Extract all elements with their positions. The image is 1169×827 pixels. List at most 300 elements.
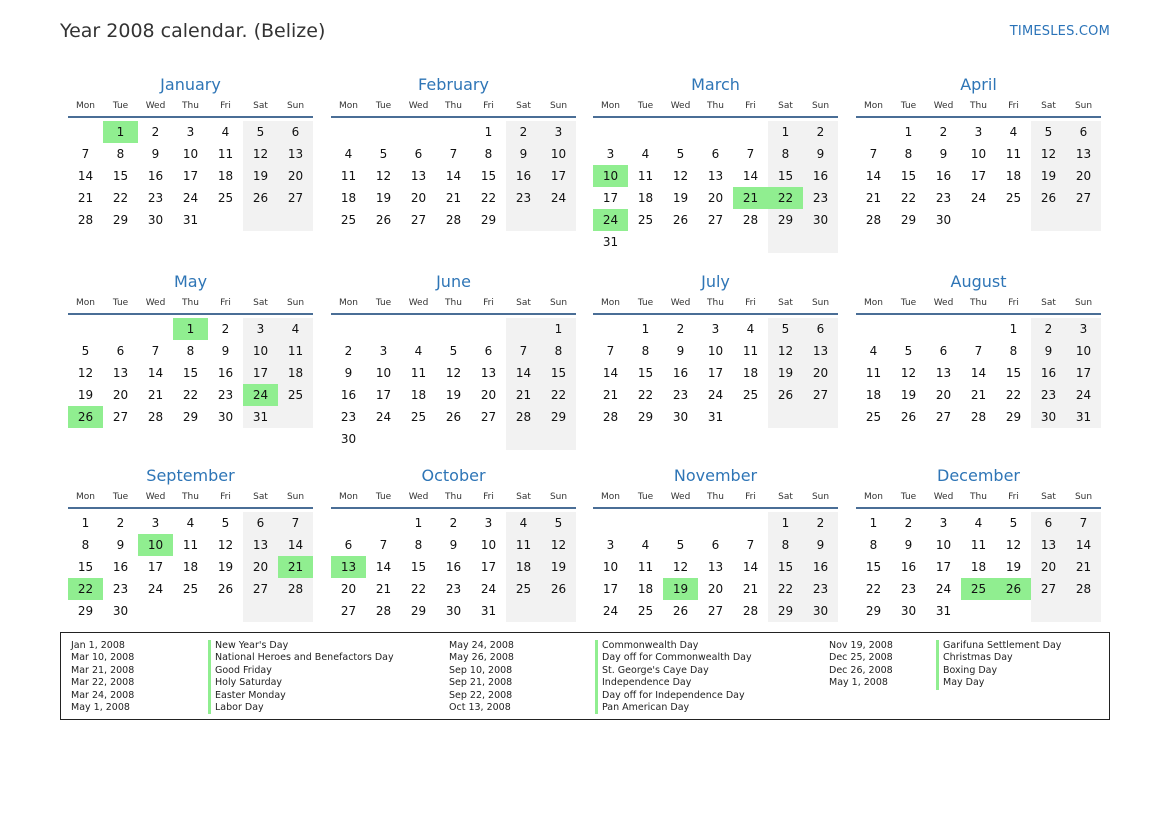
- day-cell: 5: [379, 147, 388, 161]
- day-cell: 4: [221, 125, 230, 139]
- day-cell: 24: [147, 582, 164, 596]
- empty-cell: [138, 600, 173, 622]
- day-cell: 12: [900, 366, 917, 380]
- day-cell: 25: [637, 213, 654, 227]
- day-cell: 22: [410, 582, 427, 596]
- holiday-day: 22: [68, 578, 103, 600]
- day-cell: 8: [116, 147, 125, 161]
- month-name: November: [673, 466, 758, 485]
- day-cell: 19: [1005, 560, 1022, 574]
- day-cell: 10: [935, 538, 952, 552]
- empty-cell: [593, 512, 628, 534]
- day-cell: 9: [803, 143, 838, 165]
- weekday-label: Sun: [549, 101, 568, 111]
- day-cell: 11: [637, 169, 654, 183]
- empty-cell: [278, 406, 313, 428]
- day-cell: 13: [1066, 143, 1101, 165]
- day-cell: 24: [375, 410, 392, 424]
- empty-cell: [628, 512, 663, 534]
- day-cell: 5: [904, 344, 913, 358]
- legend-holiday-name: Easter Monday: [208, 690, 286, 702]
- holiday-day: 19: [663, 578, 698, 600]
- weekday-label: Sun: [1074, 298, 1093, 308]
- day-cell: 3: [379, 344, 388, 358]
- weekday-label: Wed: [145, 101, 166, 111]
- empty-cell: [138, 318, 173, 340]
- day-cell: 16: [935, 169, 952, 183]
- day-cell: 11: [1005, 147, 1022, 161]
- day-cell: 13: [1031, 534, 1066, 556]
- day-cell: 22: [541, 384, 576, 406]
- day-cell: 7: [506, 340, 541, 362]
- day-cell: 3: [151, 516, 160, 530]
- day-cell: 6: [1066, 121, 1101, 143]
- day-cell: 7: [606, 344, 615, 358]
- day-cell: 6: [243, 512, 278, 534]
- empty-cell: [471, 428, 506, 450]
- day-cell: 21: [77, 191, 94, 205]
- day-cell: 21: [147, 388, 164, 402]
- weekday-label: Wed: [933, 492, 954, 502]
- month-name: August: [950, 272, 1007, 291]
- day-cell: 11: [278, 340, 313, 362]
- weekday-header: [68, 293, 313, 315]
- empty-cell: [506, 428, 541, 450]
- legend-holiday-name: May Day: [936, 677, 984, 689]
- empty-cell: [366, 512, 401, 534]
- day-cell: 23: [900, 582, 917, 596]
- day-cell: 23: [672, 388, 689, 402]
- weekday-label: Fri: [483, 298, 494, 308]
- legend-date: May 24, 2008: [449, 640, 514, 651]
- empty-cell: [663, 121, 698, 143]
- day-cell: 21: [742, 582, 759, 596]
- empty-cell: [926, 318, 961, 340]
- day-cell: 1: [904, 125, 913, 139]
- day-cell: 7: [81, 147, 90, 161]
- day-cell: 1: [541, 318, 576, 340]
- holiday-day: 25: [961, 578, 996, 600]
- day-cell: 6: [711, 147, 720, 161]
- legend-date: May 26, 2008: [449, 652, 514, 664]
- day-cell: 4: [974, 516, 983, 530]
- day-cell: 15: [900, 169, 917, 183]
- holiday-legend: [60, 632, 1110, 720]
- weekday-label: Fri: [483, 101, 494, 111]
- day-cell: 26: [672, 604, 689, 618]
- day-cell: 8: [641, 344, 650, 358]
- day-cell: 27: [340, 604, 357, 618]
- legend-date: Mar 21, 2008: [71, 664, 135, 676]
- weekday-label: Mon: [76, 298, 95, 308]
- weekday-header: [331, 293, 576, 315]
- day-cell: 3: [974, 125, 983, 139]
- weekday-label: Fri: [220, 101, 231, 111]
- day-cell: 28: [147, 410, 164, 424]
- day-cell: 18: [637, 582, 654, 596]
- day-cell: 22: [480, 191, 497, 205]
- weekday-label: Sun: [1074, 101, 1093, 111]
- empty-cell: [698, 121, 733, 143]
- day-cell: 3: [186, 125, 195, 139]
- day-cell: 19: [1031, 165, 1066, 187]
- days-grid: [331, 318, 576, 450]
- day-cell: 23: [935, 191, 952, 205]
- weekday-label: Tue: [900, 492, 917, 502]
- month-january: [68, 74, 313, 231]
- empty-cell: [698, 231, 733, 253]
- day-cell: 10: [375, 366, 392, 380]
- month-september: [68, 465, 313, 622]
- days-grid: [593, 318, 838, 428]
- day-cell: 14: [445, 169, 462, 183]
- day-cell: 21: [865, 191, 882, 205]
- day-cell: 30: [803, 600, 838, 622]
- day-cell: 9: [116, 538, 125, 552]
- day-cell: 8: [484, 147, 493, 161]
- day-cell: 11: [742, 344, 759, 358]
- day-cell: 30: [935, 213, 952, 227]
- legend-item: [71, 677, 394, 689]
- weekday-label: Thu: [707, 298, 724, 308]
- weekday-label: Sat: [778, 298, 793, 308]
- day-cell: 16: [217, 366, 234, 380]
- site-link[interactable]: TIMESLES.COM: [1009, 24, 1110, 39]
- day-cell: 20: [243, 556, 278, 578]
- weekday-label: Sun: [286, 101, 305, 111]
- day-cell: 17: [243, 362, 278, 384]
- empty-cell: [208, 600, 243, 622]
- day-cell: 19: [243, 165, 278, 187]
- legend-holiday-name: Good Friday: [208, 665, 272, 677]
- holiday-day: 21: [733, 187, 768, 209]
- legend-item: [449, 665, 752, 677]
- day-cell: 13: [480, 366, 497, 380]
- day-cell: 10: [243, 340, 278, 362]
- legend-holiday-name: Day off for Commonwealth Day: [595, 652, 752, 664]
- day-cell: 24: [480, 582, 497, 596]
- weekday-label: Sat: [1041, 298, 1056, 308]
- day-cell: 17: [935, 560, 952, 574]
- day-cell: 28: [865, 213, 882, 227]
- day-cell: 25: [340, 213, 357, 227]
- days-grid: [856, 512, 1101, 622]
- day-cell: 14: [375, 560, 392, 574]
- empty-cell: [366, 121, 401, 143]
- empty-cell: [331, 121, 366, 143]
- empty-cell: [891, 318, 926, 340]
- empty-cell: [1066, 600, 1101, 622]
- legend-date: Jan 1, 2008: [71, 640, 125, 651]
- weekday-label: Tue: [375, 492, 392, 502]
- weekday-label: Thu: [707, 492, 724, 502]
- day-cell: 21: [445, 191, 462, 205]
- empty-cell: [103, 318, 138, 340]
- legend-column: [71, 640, 394, 714]
- empty-cell: [663, 231, 698, 253]
- day-cell: 4: [641, 538, 650, 552]
- day-cell: 26: [375, 213, 392, 227]
- day-cell: 2: [116, 516, 125, 530]
- month-june: [331, 271, 576, 450]
- day-cell: 24: [935, 582, 952, 596]
- empty-cell: [663, 512, 698, 534]
- day-cell: 6: [414, 147, 423, 161]
- day-cell: 1: [768, 512, 803, 534]
- day-cell: 8: [414, 538, 423, 552]
- day-cell: 15: [77, 560, 94, 574]
- day-cell: 22: [865, 582, 882, 596]
- day-cell: 21: [602, 388, 619, 402]
- day-cell: 6: [939, 344, 948, 358]
- day-cell: 30: [112, 604, 129, 618]
- weekday-label: Thu: [970, 101, 987, 111]
- day-cell: 12: [672, 169, 689, 183]
- day-cell: 21: [970, 388, 987, 402]
- day-cell: 28: [445, 213, 462, 227]
- day-cell: 27: [410, 213, 427, 227]
- day-cell: 18: [182, 560, 199, 574]
- day-cell: 24: [1066, 384, 1101, 406]
- legend-item: [71, 702, 394, 714]
- day-cell: 30: [803, 209, 838, 231]
- weekday-label: Fri: [1008, 492, 1019, 502]
- day-cell: 29: [410, 604, 427, 618]
- day-cell: 12: [672, 560, 689, 574]
- empty-cell: [733, 121, 768, 143]
- day-cell: 22: [637, 388, 654, 402]
- days-grid: [593, 121, 838, 253]
- day-cell: 12: [541, 534, 576, 556]
- weekday-label: Sun: [1074, 492, 1093, 502]
- day-cell: 29: [112, 213, 129, 227]
- day-cell: 18: [1005, 169, 1022, 183]
- month-december: [856, 465, 1101, 622]
- day-cell: 13: [803, 340, 838, 362]
- day-cell: 7: [278, 512, 313, 534]
- day-cell: 27: [1066, 187, 1101, 209]
- month-august: [856, 271, 1101, 428]
- days-grid: [331, 512, 576, 622]
- day-cell: 30: [340, 432, 357, 446]
- day-cell: 4: [186, 516, 195, 530]
- day-cell: 11: [410, 366, 427, 380]
- day-cell: 30: [147, 213, 164, 227]
- month-july: [593, 271, 838, 428]
- weekday-header: [68, 487, 313, 509]
- empty-cell: [961, 318, 996, 340]
- empty-cell: [436, 318, 471, 340]
- day-cell: 10: [480, 538, 497, 552]
- day-cell: 20: [935, 388, 952, 402]
- day-cell: 29: [77, 604, 94, 618]
- month-november: [593, 465, 838, 622]
- holiday-day: 10: [593, 165, 628, 187]
- holiday-day: 1: [103, 121, 138, 143]
- day-cell: 7: [449, 147, 458, 161]
- day-cell: 31: [935, 604, 952, 618]
- day-cell: 16: [1031, 362, 1066, 384]
- day-cell: 8: [768, 143, 803, 165]
- day-cell: 25: [182, 582, 199, 596]
- day-cell: 23: [217, 388, 234, 402]
- day-cell: 3: [243, 318, 278, 340]
- day-cell: 16: [112, 560, 129, 574]
- day-cell: 4: [414, 344, 423, 358]
- day-cell: 5: [449, 344, 458, 358]
- legend-date: Dec 25, 2008: [829, 652, 893, 664]
- legend-column: [829, 640, 1061, 690]
- day-cell: 15: [865, 560, 882, 574]
- day-cell: 26: [1031, 187, 1066, 209]
- legend-holiday-name: St. George's Caye Day: [595, 665, 709, 677]
- day-cell: 24: [970, 191, 987, 205]
- day-cell: 11: [865, 366, 882, 380]
- day-cell: 17: [375, 388, 392, 402]
- days-grid: [856, 318, 1101, 428]
- legend-date: Oct 13, 2008: [449, 701, 511, 713]
- weekday-label: Mon: [339, 492, 358, 502]
- day-cell: 17: [707, 366, 724, 380]
- weekday-label: Wed: [670, 492, 691, 502]
- day-cell: 23: [803, 578, 838, 600]
- day-cell: 7: [746, 147, 755, 161]
- day-cell: 5: [676, 538, 685, 552]
- day-cell: 2: [803, 121, 838, 143]
- legend-holiday-name: Labor Day: [208, 702, 264, 714]
- empty-cell: [803, 231, 838, 253]
- days-grid: [68, 318, 313, 428]
- legend-item: [71, 640, 394, 652]
- weekday-label: Thu: [707, 101, 724, 111]
- day-cell: 17: [1066, 362, 1101, 384]
- day-cell: 9: [344, 366, 353, 380]
- day-cell: 29: [768, 209, 803, 231]
- weekday-label: Sun: [811, 101, 830, 111]
- day-cell: 28: [602, 410, 619, 424]
- day-cell: 20: [278, 165, 313, 187]
- day-cell: 3: [939, 516, 948, 530]
- day-cell: 3: [606, 538, 615, 552]
- day-cell: 19: [445, 388, 462, 402]
- weekday-label: Thu: [182, 101, 199, 111]
- empty-cell: [278, 209, 313, 231]
- day-cell: 17: [147, 560, 164, 574]
- legend-item: [829, 677, 1061, 689]
- legend-date: May 1, 2008: [71, 701, 130, 713]
- month-name: October: [421, 466, 486, 485]
- day-cell: 11: [506, 534, 541, 556]
- empty-cell: [208, 209, 243, 231]
- weekday-label: Sat: [516, 298, 531, 308]
- day-cell: 27: [112, 410, 129, 424]
- day-cell: 14: [742, 169, 759, 183]
- day-cell: 13: [707, 169, 724, 183]
- day-cell: 9: [151, 147, 160, 161]
- day-cell: 5: [221, 516, 230, 530]
- weekday-label: Tue: [112, 101, 129, 111]
- day-cell: 17: [480, 560, 497, 574]
- month-name: June: [436, 272, 471, 291]
- month-name: September: [146, 466, 235, 485]
- day-cell: 12: [77, 366, 94, 380]
- weekday-label: Sun: [286, 298, 305, 308]
- day-cell: 5: [768, 318, 803, 340]
- day-cell: 14: [278, 534, 313, 556]
- weekday-label: Wed: [408, 298, 429, 308]
- day-cell: 7: [151, 344, 160, 358]
- day-cell: 3: [606, 147, 615, 161]
- day-cell: 11: [340, 169, 357, 183]
- weekday-label: Wed: [933, 101, 954, 111]
- weekday-header: [856, 96, 1101, 118]
- empty-cell: [68, 121, 103, 143]
- legend-item: [449, 652, 752, 664]
- day-cell: 20: [1066, 165, 1101, 187]
- month-name: March: [691, 75, 740, 94]
- legend-date: Nov 19, 2008: [829, 640, 893, 651]
- day-cell: 25: [410, 410, 427, 424]
- day-cell: 20: [112, 388, 129, 402]
- day-cell: 19: [768, 362, 803, 384]
- day-cell: 12: [217, 538, 234, 552]
- day-cell: 7: [1066, 512, 1101, 534]
- day-cell: 18: [742, 366, 759, 380]
- day-cell: 12: [1005, 538, 1022, 552]
- weekday-label: Sat: [516, 492, 531, 502]
- day-cell: 19: [541, 556, 576, 578]
- day-cell: 6: [803, 318, 838, 340]
- empty-cell: [593, 121, 628, 143]
- day-cell: 28: [742, 604, 759, 618]
- day-cell: 8: [1009, 344, 1018, 358]
- day-cell: 18: [278, 362, 313, 384]
- day-cell: 8: [81, 538, 90, 552]
- day-cell: 18: [410, 388, 427, 402]
- day-cell: 14: [865, 169, 882, 183]
- day-cell: 17: [602, 582, 619, 596]
- day-cell: 18: [506, 556, 541, 578]
- weekday-label: Wed: [933, 298, 954, 308]
- day-cell: 13: [935, 366, 952, 380]
- day-cell: 4: [1009, 125, 1018, 139]
- day-cell: 5: [1031, 121, 1066, 143]
- day-cell: 1: [484, 125, 493, 139]
- day-cell: 23: [803, 187, 838, 209]
- empty-cell: [698, 512, 733, 534]
- weekday-label: Tue: [375, 101, 392, 111]
- day-cell: 5: [81, 344, 90, 358]
- weekday-label: Mon: [76, 492, 95, 502]
- weekday-header: [856, 293, 1101, 315]
- weekday-label: Thu: [970, 298, 987, 308]
- day-cell: 3: [484, 516, 493, 530]
- day-cell: 11: [970, 538, 987, 552]
- day-cell: 21: [375, 582, 392, 596]
- day-cell: 15: [1005, 366, 1022, 380]
- empty-cell: [803, 406, 838, 428]
- empty-cell: [331, 512, 366, 534]
- month-march: [593, 74, 838, 253]
- weekday-label: Tue: [112, 298, 129, 308]
- empty-cell: [1031, 600, 1066, 622]
- day-cell: 4: [746, 322, 755, 336]
- day-cell: 30: [445, 604, 462, 618]
- legend-date: Sep 21, 2008: [449, 677, 513, 689]
- empty-cell: [768, 406, 803, 428]
- day-cell: 6: [1031, 512, 1066, 534]
- day-cell: 20: [410, 191, 427, 205]
